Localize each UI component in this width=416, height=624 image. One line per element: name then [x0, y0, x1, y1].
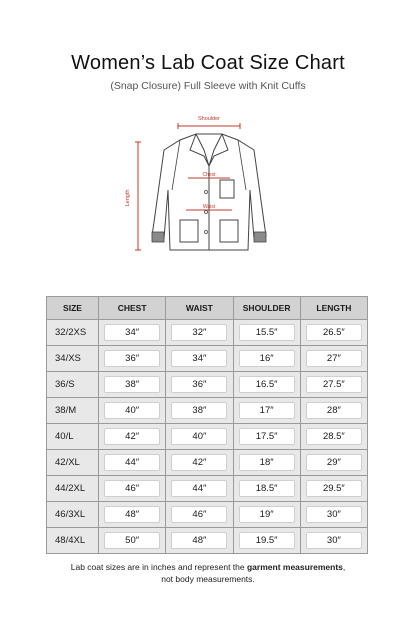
length-cell: 27″: [306, 350, 362, 367]
waist-cell: 34″: [171, 350, 227, 367]
page-title: Women’s Lab Coat Size Chart: [71, 52, 345, 74]
waist-cell: 40″: [171, 428, 227, 445]
page-subtitle: (Snap Closure) Full Sleeve with Knit Cuffs: [110, 80, 306, 92]
chest-cell: 48″: [104, 506, 160, 523]
header-shoulder: SHOULDER: [233, 297, 300, 320]
length-cell: 27.5″: [306, 376, 362, 393]
waist-cell: 38″: [171, 402, 227, 419]
chest-cell: 36″: [104, 350, 160, 367]
size-cell: 46/3XL: [47, 502, 99, 528]
length-cell: 28.5″: [306, 428, 362, 445]
size-cell: 48/4XL: [47, 528, 99, 554]
waist-cell: 36″: [171, 376, 227, 393]
size-cell: 38/M: [47, 398, 99, 424]
size-cell: 42/XL: [47, 450, 99, 476]
size-cell: 40/L: [47, 424, 99, 450]
waist-cell: 48″: [171, 532, 227, 549]
length-cell: 29″: [306, 454, 362, 471]
length-cell: 30″: [306, 506, 362, 523]
table-row: [47, 372, 368, 398]
chest-label: Chest: [202, 172, 216, 178]
chest-cell: 46″: [104, 480, 160, 497]
length-cell: 30″: [306, 532, 362, 549]
shoulder-cell: 15.5″: [239, 324, 295, 341]
length-cell: 26.5″: [306, 324, 362, 341]
waist-cell: 44″: [171, 480, 227, 497]
shoulder-cell: 16.5″: [239, 376, 295, 393]
shoulder-cell: 19.5″: [239, 532, 295, 549]
footnote-line-1: Lab coat sizes are in inches and represent the garment measurements,: [70, 562, 346, 572]
header-waist: WAIST: [166, 297, 233, 320]
shoulder-cell: 18.5″: [239, 480, 295, 497]
header-size: SIZE: [47, 297, 99, 320]
table-row: [47, 502, 368, 528]
table-row: [47, 398, 368, 424]
length-label: Length: [125, 189, 131, 207]
header-chest: CHEST: [99, 297, 166, 320]
chest-cell: 34″: [104, 324, 160, 341]
shoulder-cell: 16″: [239, 350, 295, 367]
table-row: [47, 450, 368, 476]
size-cell: 34/XS: [47, 346, 99, 372]
waist-label: Waist: [202, 204, 216, 210]
size-cell: 36/S: [47, 372, 99, 398]
footnote-emphasis: garment measurements: [246, 562, 343, 572]
chest-cell: 40″: [104, 402, 160, 419]
chest-cell: 44″: [104, 454, 160, 471]
table-row: [47, 424, 368, 450]
table-row: [47, 346, 368, 372]
size-cell: 32/2XS: [47, 320, 99, 346]
waist-cell: 42″: [171, 454, 227, 471]
shoulder-label: Shoulder: [197, 116, 221, 122]
header-length: LENGTH: [300, 297, 367, 320]
size-chart-table: [46, 296, 368, 554]
chest-cell: 50″: [104, 532, 160, 549]
chest-cell: 42″: [104, 428, 160, 445]
chest-cell: 38″: [104, 376, 160, 393]
waist-cell: 46″: [171, 506, 227, 523]
shoulder-cell: 17″: [239, 402, 295, 419]
lab-coat-diagram: [118, 110, 298, 280]
shoulder-cell: 17.5″: [239, 428, 295, 445]
table-row: [47, 528, 368, 554]
waist-cell: 32″: [171, 324, 227, 341]
table-row: [47, 320, 368, 346]
shoulder-cell: 18″: [239, 454, 295, 471]
footnote: [0, 561, 416, 585]
table-header-row: [47, 297, 368, 320]
table-row: [47, 476, 368, 502]
size-cell: 44/2XL: [47, 476, 99, 502]
shoulder-cell: 19″: [239, 506, 295, 523]
length-cell: 28″: [306, 402, 362, 419]
length-cell: 29.5″: [306, 480, 362, 497]
footnote-line-2: not body measurements.: [161, 574, 255, 584]
